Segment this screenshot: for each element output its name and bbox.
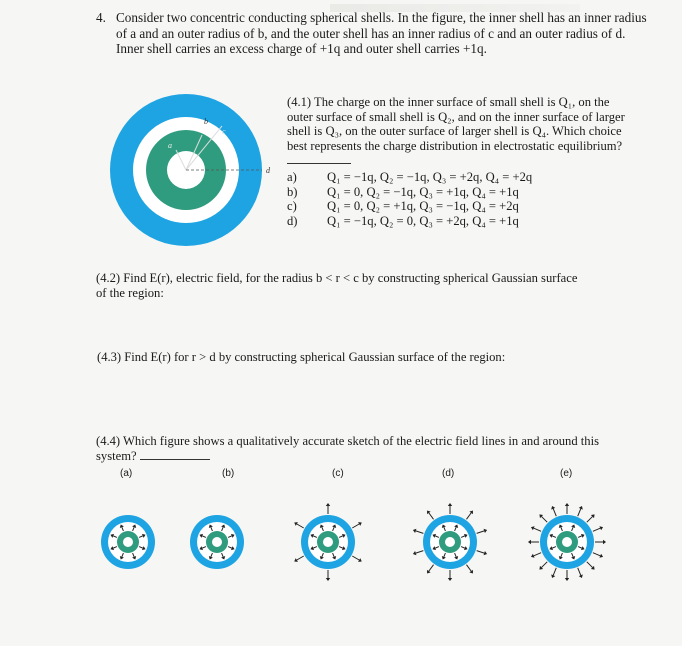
- cavity: [212, 537, 222, 547]
- outer-field-arrow: [466, 513, 471, 519]
- outer-field-arrow: [429, 565, 434, 571]
- q41-choice-c[interactable]: [287, 199, 637, 214]
- field-figure-e[interactable]: [517, 488, 617, 588]
- question-4-text: Consider two concentric conducting spherical shells. In the figure, the inner shell has an inner radius of a and an outer radius of b, and the outer shell has an inner radius of c and an outer radius of d. Inner shell carries an excess charge of +1q and outer shell carries +1q.: [116, 10, 647, 56]
- outer-field-arrow: [477, 551, 485, 553]
- outer-field-arrow-head: [603, 540, 606, 544]
- outer-field-arrow: [297, 524, 304, 528]
- choice-label: c): [287, 199, 297, 214]
- figure-label-d: (d): [442, 468, 455, 479]
- outer-field-arrow: [593, 553, 600, 556]
- outer-field-arrow: [542, 562, 548, 568]
- field-figure-c[interactable]: [278, 488, 378, 588]
- question-4-intro: [96, 10, 656, 57]
- choice-text: Q₁ = 0, Q₂ = −1q, Q₃ = +1q, Q₄ = +1q: [327, 184, 519, 199]
- outer-field-arrow-head: [448, 578, 452, 581]
- outer-field-arrow: [416, 531, 424, 533]
- outer-field-arrow: [587, 517, 593, 523]
- outer-field-arrow: [352, 524, 359, 528]
- q44-prompt: (4.4) Which figure shows a qualitatively accurate sketch of the electric field lines in and around this system?: [96, 434, 599, 463]
- question-4-4: [96, 434, 616, 463]
- field-figure-a[interactable]: [78, 488, 178, 588]
- outer-field-arrow: [578, 509, 581, 516]
- choice-label: b): [287, 184, 298, 199]
- label-b: b: [204, 117, 208, 126]
- concentric-shells-diagram: [110, 90, 290, 270]
- cavity: [562, 537, 572, 547]
- outer-field-arrow-head: [326, 578, 330, 581]
- question-4-1: [287, 95, 637, 228]
- q41-prompt: (4.1) The charge on the inner surface of small shell is Q₁, on the outer surface of small shell is Q₂, and on the inner surface of larger shell is Q₃, on the outer surface of larger shell is Q₄. Which choice best represents the charge distribution in electrostatic equilibrium?: [287, 95, 625, 153]
- outer-field-arrow: [542, 517, 548, 523]
- outer-field-arrow: [466, 565, 471, 571]
- outer-field-arrow: [593, 528, 600, 531]
- outer-field-arrow: [534, 553, 541, 556]
- q41-choices: [287, 170, 637, 228]
- choice-text: Q₁ = −1q, Q₂ = −1q, Q₃ = +2q, Q₄ = +2q: [327, 169, 533, 184]
- outer-field-arrow-head: [448, 503, 452, 506]
- figure-label-c: (c): [332, 468, 344, 479]
- outer-field-arrow: [297, 556, 304, 560]
- question-number: 4.: [96, 10, 106, 25]
- q41-choice-b[interactable]: [287, 185, 637, 200]
- field-figure-d[interactable]: [400, 488, 500, 588]
- outer-field-arrow: [553, 509, 556, 516]
- outer-field-arrow-head: [565, 503, 569, 506]
- question-4-2: (4.2) Find E(r), electric field, for the radius b < r < c by constructing spherical Gaussian surface of the region:: [96, 271, 578, 300]
- figure-label-b: (b): [222, 468, 235, 479]
- choice-text: Q₁ = −1q, Q₂ = 0, Q₃ = +2q, Q₄ = +1q: [327, 213, 519, 228]
- outer-field-arrow-head: [326, 503, 330, 506]
- figure-label-e: (e): [560, 468, 573, 479]
- q44-answer-blank[interactable]: [140, 449, 210, 460]
- label-c: c: [222, 127, 226, 136]
- outer-field-arrow: [534, 528, 541, 531]
- figure-label-a: (a): [120, 468, 133, 479]
- outer-field-arrow: [553, 568, 556, 575]
- q41-answer-blank[interactable]: [287, 153, 351, 164]
- outer-field-arrow: [477, 531, 485, 533]
- cavity: [123, 537, 133, 547]
- outer-field-arrow-head: [528, 540, 531, 544]
- question-4-3: (4.3) Find E(r) for r > d by constructing spherical Gaussian surface of the region:: [97, 350, 506, 364]
- outer-field-arrow: [416, 551, 424, 553]
- outer-field-arrow: [429, 513, 434, 519]
- q41-choice-a[interactable]: [287, 170, 637, 185]
- outer-field-arrow: [578, 568, 581, 575]
- choice-label: a): [287, 169, 297, 184]
- q41-choice-d[interactable]: [287, 214, 637, 229]
- choice-label: d): [287, 213, 298, 228]
- outer-field-arrow: [587, 562, 593, 568]
- choice-text: Q₁ = 0, Q₂ = +1q, Q₃ = −1q, Q₄ = +2q: [327, 199, 519, 214]
- label-a: a: [168, 141, 172, 150]
- cavity: [445, 537, 455, 547]
- cavity: [323, 537, 333, 547]
- outer-field-arrow-head: [565, 578, 569, 581]
- label-d: d: [266, 166, 270, 175]
- outer-field-arrow: [352, 556, 359, 560]
- field-figure-b[interactable]: [167, 488, 267, 588]
